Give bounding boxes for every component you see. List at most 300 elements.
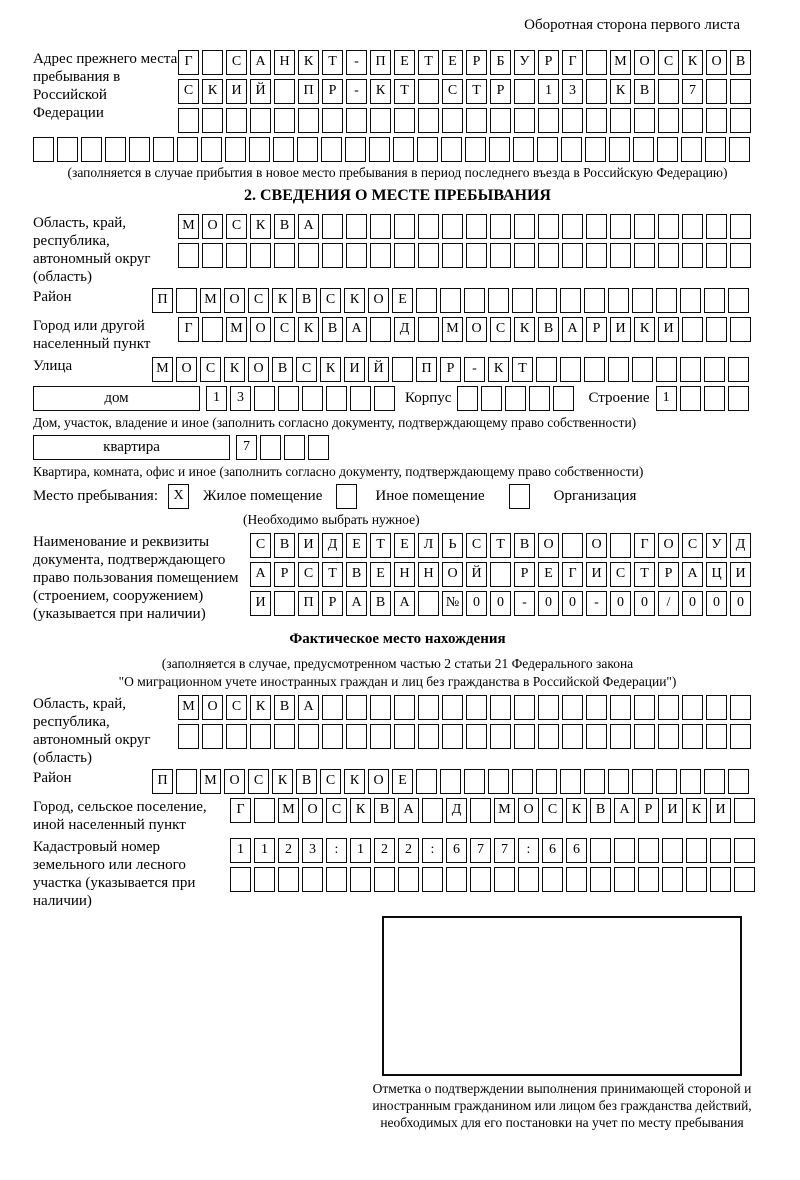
char-box[interactable] — [632, 288, 653, 313]
char-box[interactable]: О — [368, 288, 389, 313]
char-box[interactable] — [514, 79, 535, 104]
char-box[interactable] — [418, 79, 439, 104]
char-box[interactable] — [682, 214, 703, 239]
char-box[interactable] — [728, 288, 749, 313]
char-box[interactable] — [586, 79, 607, 104]
char-box[interactable]: 0 — [706, 591, 727, 616]
char-box[interactable]: В — [296, 769, 317, 794]
char-box[interactable]: И — [226, 79, 247, 104]
char-box[interactable] — [584, 357, 605, 382]
char-box[interactable] — [326, 386, 347, 411]
char-box[interactable] — [370, 214, 391, 239]
char-box[interactable] — [322, 214, 343, 239]
char-box[interactable] — [658, 243, 679, 268]
char-box[interactable]: Ь — [442, 533, 463, 558]
char-box[interactable]: В — [274, 533, 295, 558]
char-box[interactable]: М — [200, 769, 221, 794]
char-box[interactable]: 3 — [230, 386, 251, 411]
char-box[interactable]: О — [658, 533, 679, 558]
char-box[interactable] — [536, 769, 557, 794]
char-box[interactable] — [658, 695, 679, 720]
char-box[interactable] — [230, 867, 251, 892]
char-box[interactable] — [610, 695, 631, 720]
char-box[interactable] — [370, 317, 391, 342]
char-box[interactable]: С — [610, 562, 631, 587]
char-box[interactable] — [394, 243, 415, 268]
char-box[interactable] — [370, 724, 391, 749]
char-box[interactable] — [638, 867, 659, 892]
char-box[interactable] — [398, 867, 419, 892]
char-box[interactable]: 6 — [566, 838, 587, 863]
char-box[interactable] — [566, 867, 587, 892]
char-box[interactable] — [370, 243, 391, 268]
char-box[interactable]: П — [152, 769, 173, 794]
char-box[interactable] — [634, 695, 655, 720]
char-box[interactable] — [481, 386, 502, 411]
char-box[interactable] — [284, 435, 305, 460]
char-box[interactable]: К — [272, 288, 293, 313]
char-box[interactable]: К — [682, 50, 703, 75]
char-box[interactable] — [586, 695, 607, 720]
char-box[interactable]: 7 — [470, 838, 491, 863]
char-box[interactable]: С — [320, 288, 341, 313]
char-box[interactable]: 1 — [254, 838, 275, 863]
char-box[interactable]: С — [200, 357, 221, 382]
char-box[interactable] — [370, 108, 391, 133]
char-box[interactable] — [634, 724, 655, 749]
char-box[interactable] — [466, 724, 487, 749]
char-box[interactable]: К — [272, 769, 293, 794]
char-box[interactable]: К — [344, 288, 365, 313]
char-box[interactable] — [416, 769, 437, 794]
char-box[interactable]: Т — [322, 50, 343, 75]
char-box[interactable] — [562, 533, 583, 558]
char-box[interactable]: К — [344, 769, 365, 794]
char-box[interactable] — [609, 137, 630, 162]
char-box[interactable]: И — [250, 591, 271, 616]
char-box[interactable] — [470, 867, 491, 892]
char-box[interactable] — [610, 533, 631, 558]
char-box[interactable]: М — [200, 288, 221, 313]
char-box[interactable] — [608, 769, 629, 794]
char-box[interactable] — [254, 867, 275, 892]
char-box[interactable] — [440, 288, 461, 313]
char-box[interactable]: К — [350, 798, 371, 823]
char-box[interactable]: Р — [490, 79, 511, 104]
char-box[interactable] — [466, 108, 487, 133]
char-box[interactable] — [682, 695, 703, 720]
char-box[interactable] — [562, 243, 583, 268]
char-box[interactable]: С — [658, 50, 679, 75]
char-box[interactable]: : — [326, 838, 347, 863]
char-box[interactable] — [273, 137, 294, 162]
char-box[interactable]: Й — [368, 357, 389, 382]
char-box[interactable]: Й — [466, 562, 487, 587]
char-box[interactable]: А — [298, 214, 319, 239]
char-box[interactable]: О — [250, 317, 271, 342]
char-box[interactable]: Т — [322, 562, 343, 587]
char-box[interactable] — [178, 108, 199, 133]
char-box[interactable] — [422, 798, 443, 823]
char-box[interactable] — [514, 695, 535, 720]
char-box[interactable]: Е — [346, 533, 367, 558]
char-box[interactable] — [442, 108, 463, 133]
char-box[interactable]: П — [370, 50, 391, 75]
char-box[interactable] — [638, 838, 659, 863]
char-box[interactable]: Р — [322, 591, 343, 616]
char-box[interactable] — [153, 137, 174, 162]
char-box[interactable] — [490, 214, 511, 239]
char-box[interactable]: С — [226, 695, 247, 720]
char-box[interactable]: - — [346, 50, 367, 75]
char-box[interactable] — [586, 108, 607, 133]
char-box[interactable] — [202, 724, 223, 749]
char-box[interactable]: Р — [586, 317, 607, 342]
char-box[interactable]: Е — [538, 562, 559, 587]
char-box[interactable]: 7 — [494, 838, 515, 863]
char-box[interactable] — [346, 724, 367, 749]
char-box[interactable]: 1 — [656, 386, 677, 411]
char-box[interactable] — [464, 769, 485, 794]
char-box[interactable] — [560, 769, 581, 794]
char-box[interactable] — [346, 108, 367, 133]
char-box[interactable] — [704, 288, 725, 313]
char-box[interactable] — [374, 867, 395, 892]
char-box[interactable]: У — [706, 533, 727, 558]
char-box[interactable] — [730, 243, 751, 268]
char-box[interactable]: П — [298, 79, 319, 104]
char-box[interactable] — [226, 108, 247, 133]
char-box[interactable]: В — [538, 317, 559, 342]
char-box[interactable]: Д — [394, 317, 415, 342]
char-box[interactable] — [656, 288, 677, 313]
char-box[interactable] — [614, 867, 635, 892]
char-box[interactable]: К — [250, 214, 271, 239]
char-box[interactable] — [441, 137, 462, 162]
char-box[interactable] — [680, 288, 701, 313]
char-box[interactable]: И — [662, 798, 683, 823]
char-box[interactable]: Е — [392, 288, 413, 313]
char-box[interactable] — [81, 137, 102, 162]
char-box[interactable]: С — [248, 769, 269, 794]
char-box[interactable] — [518, 867, 539, 892]
char-box[interactable] — [538, 214, 559, 239]
char-box[interactable]: Р — [638, 798, 659, 823]
stay-type-checkbox-other[interactable] — [336, 484, 357, 509]
char-box[interactable] — [176, 288, 197, 313]
char-box[interactable]: 2 — [278, 838, 299, 863]
char-box[interactable]: Д — [730, 533, 751, 558]
char-box[interactable]: Ц — [706, 562, 727, 587]
char-box[interactable]: И — [730, 562, 751, 587]
char-box[interactable]: С — [466, 533, 487, 558]
char-box[interactable] — [658, 724, 679, 749]
char-box[interactable]: А — [394, 591, 415, 616]
stay-type-checkbox-residential[interactable]: X — [168, 484, 189, 509]
char-box[interactable]: Т — [370, 533, 391, 558]
char-box[interactable] — [706, 724, 727, 749]
char-box[interactable]: С — [296, 357, 317, 382]
char-box[interactable] — [662, 867, 683, 892]
char-box[interactable] — [529, 386, 550, 411]
char-box[interactable] — [728, 386, 749, 411]
char-box[interactable] — [586, 724, 607, 749]
char-box[interactable]: И — [344, 357, 365, 382]
char-box[interactable] — [686, 838, 707, 863]
char-box[interactable] — [632, 357, 653, 382]
char-box[interactable]: В — [730, 50, 751, 75]
char-box[interactable]: 6 — [542, 838, 563, 863]
char-box[interactable]: И — [586, 562, 607, 587]
char-box[interactable] — [658, 79, 679, 104]
char-box[interactable] — [730, 214, 751, 239]
char-box[interactable]: С — [178, 79, 199, 104]
char-box[interactable]: 1 — [350, 838, 371, 863]
char-box[interactable] — [562, 214, 583, 239]
char-box[interactable]: 7 — [236, 435, 257, 460]
char-box[interactable] — [656, 357, 677, 382]
char-box[interactable] — [610, 108, 631, 133]
char-box[interactable] — [418, 724, 439, 749]
char-box[interactable] — [706, 317, 727, 342]
char-box[interactable] — [322, 724, 343, 749]
char-box[interactable]: О — [706, 50, 727, 75]
char-box[interactable]: О — [224, 288, 245, 313]
char-box[interactable]: Г — [230, 798, 251, 823]
char-box[interactable] — [278, 386, 299, 411]
char-box[interactable]: О — [248, 357, 269, 382]
char-box[interactable]: О — [634, 50, 655, 75]
char-box[interactable] — [514, 108, 535, 133]
char-box[interactable] — [302, 867, 323, 892]
char-box[interactable]: П — [152, 288, 173, 313]
char-box[interactable]: : — [422, 838, 443, 863]
char-box[interactable]: И — [710, 798, 731, 823]
char-box[interactable] — [464, 288, 485, 313]
char-box[interactable] — [260, 435, 281, 460]
char-box[interactable]: В — [296, 288, 317, 313]
char-box[interactable] — [370, 695, 391, 720]
char-box[interactable] — [657, 137, 678, 162]
char-box[interactable]: Н — [418, 562, 439, 587]
char-box[interactable]: С — [682, 533, 703, 558]
char-box[interactable]: С — [442, 79, 463, 104]
char-box[interactable]: В — [274, 695, 295, 720]
char-box[interactable] — [490, 243, 511, 268]
char-box[interactable]: К — [514, 317, 535, 342]
char-box[interactable] — [490, 695, 511, 720]
char-box[interactable] — [658, 108, 679, 133]
char-box[interactable] — [608, 357, 629, 382]
char-box[interactable] — [682, 317, 703, 342]
char-box[interactable]: Р — [274, 562, 295, 587]
char-box[interactable] — [346, 214, 367, 239]
char-box[interactable]: Г — [178, 317, 199, 342]
char-box[interactable]: / — [658, 591, 679, 616]
char-box[interactable] — [490, 724, 511, 749]
char-box[interactable] — [393, 137, 414, 162]
char-box[interactable] — [590, 867, 611, 892]
char-box[interactable]: И — [298, 533, 319, 558]
char-box[interactable] — [250, 108, 271, 133]
char-box[interactable] — [704, 357, 725, 382]
char-box[interactable] — [705, 137, 726, 162]
char-box[interactable] — [584, 288, 605, 313]
char-box[interactable]: Д — [446, 798, 467, 823]
char-box[interactable]: К — [298, 50, 319, 75]
char-box[interactable]: К — [250, 695, 271, 720]
char-box[interactable] — [250, 724, 271, 749]
char-box[interactable] — [562, 724, 583, 749]
char-box[interactable]: 0 — [538, 591, 559, 616]
char-box[interactable] — [321, 137, 342, 162]
char-box[interactable]: 0 — [682, 591, 703, 616]
char-box[interactable]: А — [298, 695, 319, 720]
char-box[interactable]: М — [226, 317, 247, 342]
char-box[interactable]: Р — [514, 562, 535, 587]
char-box[interactable] — [512, 288, 533, 313]
char-box[interactable]: К — [298, 317, 319, 342]
char-box[interactable] — [274, 79, 295, 104]
char-box[interactable]: - — [346, 79, 367, 104]
char-box[interactable] — [680, 769, 701, 794]
char-box[interactable] — [394, 214, 415, 239]
char-box[interactable] — [706, 243, 727, 268]
char-box[interactable] — [633, 137, 654, 162]
char-box[interactable]: В — [346, 562, 367, 587]
char-box[interactable] — [538, 108, 559, 133]
char-box[interactable] — [681, 137, 702, 162]
char-box[interactable] — [202, 243, 223, 268]
house-field-box[interactable]: дом — [33, 386, 200, 411]
char-box[interactable] — [274, 243, 295, 268]
char-box[interactable]: 0 — [730, 591, 751, 616]
char-box[interactable]: Т — [490, 533, 511, 558]
char-box[interactable]: № — [442, 591, 463, 616]
char-box[interactable] — [254, 386, 275, 411]
char-box[interactable] — [729, 137, 750, 162]
char-box[interactable] — [440, 769, 461, 794]
char-box[interactable]: С — [226, 50, 247, 75]
char-box[interactable]: - — [464, 357, 485, 382]
char-box[interactable] — [658, 214, 679, 239]
char-box[interactable]: Е — [392, 769, 413, 794]
char-box[interactable] — [274, 724, 295, 749]
char-box[interactable] — [608, 288, 629, 313]
char-box[interactable]: Л — [418, 533, 439, 558]
char-box[interactable] — [394, 724, 415, 749]
char-box[interactable] — [178, 243, 199, 268]
char-box[interactable]: 3 — [562, 79, 583, 104]
char-box[interactable]: 0 — [466, 591, 487, 616]
char-box[interactable] — [610, 243, 631, 268]
char-box[interactable]: С — [250, 533, 271, 558]
char-box[interactable] — [586, 214, 607, 239]
char-box[interactable]: С — [490, 317, 511, 342]
stay-type-checkbox-organization[interactable] — [509, 484, 530, 509]
char-box[interactable] — [178, 724, 199, 749]
char-box[interactable]: М — [152, 357, 173, 382]
char-box[interactable] — [706, 695, 727, 720]
char-box[interactable] — [728, 769, 749, 794]
char-box[interactable] — [730, 317, 751, 342]
char-box[interactable] — [562, 695, 583, 720]
char-box[interactable] — [442, 214, 463, 239]
char-box[interactable] — [201, 137, 222, 162]
char-box[interactable] — [538, 695, 559, 720]
char-box[interactable]: О — [224, 769, 245, 794]
char-box[interactable] — [704, 769, 725, 794]
char-box[interactable] — [326, 867, 347, 892]
char-box[interactable] — [505, 386, 526, 411]
char-box[interactable] — [542, 867, 563, 892]
char-box[interactable] — [710, 867, 731, 892]
char-box[interactable]: М — [178, 695, 199, 720]
char-box[interactable] — [418, 591, 439, 616]
char-box[interactable] — [465, 137, 486, 162]
char-box[interactable] — [632, 769, 653, 794]
char-box[interactable]: Е — [442, 50, 463, 75]
char-box[interactable]: 0 — [562, 591, 583, 616]
char-box[interactable] — [202, 108, 223, 133]
char-box[interactable]: В — [514, 533, 535, 558]
char-box[interactable] — [584, 769, 605, 794]
char-box[interactable] — [442, 243, 463, 268]
char-box[interactable] — [250, 243, 271, 268]
char-box[interactable]: - — [514, 591, 535, 616]
char-box[interactable] — [418, 214, 439, 239]
char-box[interactable] — [562, 108, 583, 133]
char-box[interactable]: О — [176, 357, 197, 382]
char-box[interactable]: С — [298, 562, 319, 587]
char-box[interactable] — [538, 243, 559, 268]
char-box[interactable] — [706, 214, 727, 239]
char-box[interactable]: Р — [322, 79, 343, 104]
char-box[interactable] — [446, 867, 467, 892]
char-box[interactable] — [706, 108, 727, 133]
stamp-box[interactable] — [382, 916, 742, 1076]
char-box[interactable] — [513, 137, 534, 162]
char-box[interactable] — [662, 838, 683, 863]
char-box[interactable]: М — [178, 214, 199, 239]
char-box[interactable] — [350, 386, 371, 411]
char-box[interactable] — [704, 386, 725, 411]
char-box[interactable] — [466, 243, 487, 268]
char-box[interactable] — [490, 562, 511, 587]
char-box[interactable] — [634, 108, 655, 133]
char-box[interactable] — [225, 137, 246, 162]
char-box[interactable]: О — [518, 798, 539, 823]
char-box[interactable] — [129, 137, 150, 162]
char-box[interactable] — [442, 724, 463, 749]
char-box[interactable]: В — [590, 798, 611, 823]
char-box[interactable] — [105, 137, 126, 162]
char-box[interactable]: О — [302, 798, 323, 823]
char-box[interactable] — [418, 108, 439, 133]
char-box[interactable] — [730, 108, 751, 133]
char-box[interactable] — [634, 214, 655, 239]
char-box[interactable]: С — [248, 288, 269, 313]
char-box[interactable]: А — [562, 317, 583, 342]
char-box[interactable] — [730, 79, 751, 104]
char-box[interactable]: Р — [466, 50, 487, 75]
char-box[interactable] — [322, 243, 343, 268]
char-box[interactable]: Т — [512, 357, 533, 382]
char-box[interactable]: К — [202, 79, 223, 104]
char-box[interactable] — [394, 108, 415, 133]
char-box[interactable]: О — [538, 533, 559, 558]
char-box[interactable]: К — [224, 357, 245, 382]
